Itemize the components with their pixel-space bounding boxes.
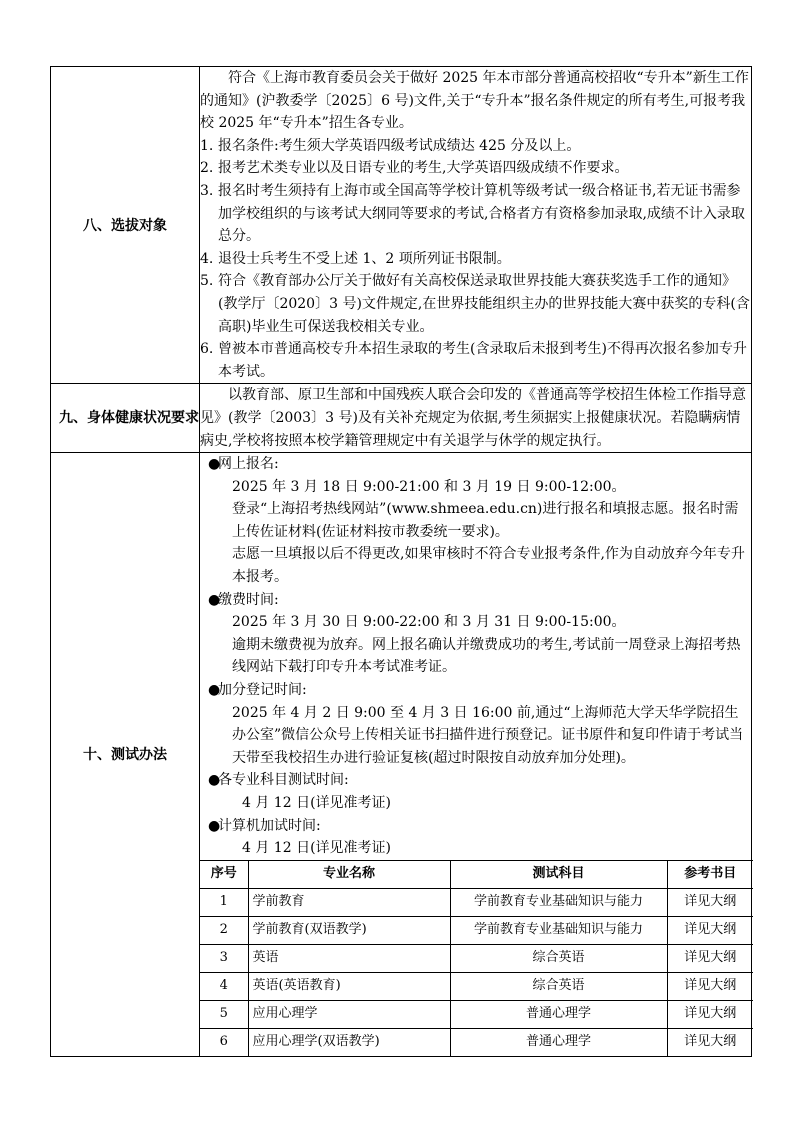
cell-subject: 综合英语 [450, 944, 667, 972]
cell-major: 英语(英语教育) [248, 972, 450, 1000]
list-item-text: 报考艺术类专业以及日语专业的考生,大学英语四级成绩不作要求。 [218, 160, 629, 177]
online-registration-note: 志愿一旦填报以后不得更改,如果审核时不符合专业报考条件,作为自动放弃今年专升本报考。 [232, 546, 745, 586]
payment-text: 逾期未缴费视为放弃。网上报名确认并缴费成功的考生,考试前一周登录上海招考热线网站下载打印专升本考试准考证。 [232, 636, 741, 676]
list-item-text: 报名条件:考生须大学英语四级考试成绩达 425 分及以上。 [218, 137, 581, 154]
list-item-number: 6. [200, 341, 214, 358]
list-item-number: 1. [200, 137, 214, 154]
list-item-text: 退役士兵考生不受上述 1、2 项所列证书限制。 [218, 250, 511, 267]
cell-num: 5 [200, 1000, 248, 1028]
table-row [200, 1028, 753, 1056]
admissions-table [50, 66, 752, 1057]
list-item [200, 338, 751, 383]
payment-heading [208, 589, 745, 612]
test-schedule-table [200, 860, 753, 1056]
bonus-title: 加分登记时间: [218, 682, 307, 699]
cell-subject: 综合英语 [450, 972, 667, 1000]
cell-book: 详见大纲 [667, 888, 753, 916]
list-item-number: 5. [200, 273, 214, 290]
cell-book: 详见大纲 [667, 916, 753, 944]
online-registration-text: 登录“上海招考热线网站”(www.shmeea.edu.cn)进行报名和填报志愿。报名时需上传佐证材料(佐证材料按市教委统一要求)。 [232, 501, 739, 540]
bonus-text: 2025 年 4 月 2 日 9:00 至 4 月 3 日 16:00 前,通过“上海师范大学天华学院招生办公室”微信公众号上传相关证书扫描件进行预登记。证书原件和复印件请于考试当天带至我校招生办进行验证复核(超过时限按自动放弃加分处理)。 [232, 704, 744, 766]
header-major: 专业名称 [248, 860, 450, 888]
cell-num: 2 [200, 916, 248, 944]
cell-book: 详见大纲 [667, 972, 753, 1000]
section-content-health [200, 384, 752, 453]
bullet-icon: ● [208, 817, 221, 834]
list-item-number: 3. [200, 182, 214, 199]
section-selection-row [51, 67, 752, 384]
section-label-test: 十、测试办法 [51, 453, 200, 1057]
online-registration-title: 网上报名: [218, 456, 279, 473]
table-row [200, 916, 753, 944]
list-item [200, 157, 751, 180]
header-subject: 测试科目 [450, 860, 667, 888]
cell-subject: 普通心理学 [450, 1000, 667, 1028]
cell-major: 学前教育(双语教学) [248, 916, 450, 944]
subject-time-text: 4 月 12 日(详见准考证) [242, 795, 391, 811]
section-label-health: 九、身体健康状况要求 [51, 384, 200, 453]
online-registration-time: 2025 年 3 月 18 日 9:00-21:00 和 3 月 19 日 9:00-12:00。 [232, 478, 626, 495]
list-item [200, 135, 751, 158]
cell-num: 1 [200, 888, 248, 916]
computer-time-text: 4 月 12 日(详见准考证) [242, 840, 391, 857]
table-row [200, 944, 753, 972]
cell-book: 详见大纲 [667, 944, 753, 972]
document-page [50, 66, 752, 1057]
list-item-text: 曾被本市普通高校专升本招生录取的考生(含录取后未报到考生)不得再次报名参加专升本考试。 [218, 341, 747, 380]
bullet-icon: ● [208, 772, 221, 789]
section-label-selection: 八、选拔对象 [51, 67, 200, 384]
section-health-row [51, 384, 752, 453]
cell-major: 应用心理学 [248, 1000, 450, 1028]
bullet-icon: ● [208, 456, 221, 473]
section-content-selection [200, 67, 752, 384]
list-item-text: 报名时考生须持有上海市或全国高等学校计算机等级考试一级合格证书,若无证书需参加学校组织的与该考试大纲同等要求的考试,合格者方有资格参加录取,成绩不计入录取总分。 [218, 182, 745, 245]
health-text: 以教育部、原卫生部和中国残疾人联合会印发的《普通高等学校招生体检工作指导意见》(教学〔2003〕3 号)及有关补充规定为依据,考生须据实上报健康状况。若隐瞒病情病史,学校将按照本校学籍管理规定中有关退学与休学的规定执行。 [200, 387, 746, 449]
list-item [200, 248, 751, 271]
cell-major: 学前教育 [248, 888, 450, 916]
bonus-heading [208, 679, 745, 702]
header-num: 序号 [200, 860, 248, 888]
subject-time-title: 各专业科目测试时间: [218, 772, 349, 789]
online-registration-heading [208, 453, 745, 476]
cell-major: 英语 [248, 944, 450, 972]
list-item-number: 2. [200, 160, 214, 177]
cell-subject: 学前教育专业基础知识与能力 [450, 916, 667, 944]
payment-title: 缴费时间: [218, 591, 279, 608]
cell-subject: 普通心理学 [450, 1028, 667, 1056]
cell-subject: 学前教育专业基础知识与能力 [450, 888, 667, 916]
cell-num: 4 [200, 972, 248, 1000]
cell-num: 6 [200, 1028, 248, 1056]
table-header-row [200, 860, 753, 888]
list-item-number: 4. [200, 250, 214, 267]
cell-major: 应用心理学(双语教学) [248, 1028, 450, 1056]
section-test-row [51, 453, 752, 1057]
computer-time-title: 计算机加试时间: [218, 817, 321, 834]
cell-book: 详见大纲 [667, 1028, 753, 1056]
list-item [200, 270, 751, 338]
header-book: 参考书目 [667, 860, 753, 888]
cell-book: 详见大纲 [667, 1000, 753, 1028]
computer-time-heading [208, 815, 745, 838]
bullet-icon: ● [208, 591, 221, 608]
list-item [200, 180, 751, 248]
table-row [200, 1000, 753, 1028]
section-content-test [200, 453, 752, 1057]
subject-time-heading [208, 769, 745, 792]
table-row [200, 972, 753, 1000]
payment-time: 2025 年 3 月 30 日 9:00-22:00 和 3 月 31 日 9:00-15:00。 [232, 614, 626, 631]
list-item-text: 符合《教育部办公厅关于做好有关高校保送录取世界技能大赛获奖选手工作的通知》(教学厅〔2020〕3 号)文件规定,在世界技能组织主办的世界技能大赛中获奖的专科(含高职)毕业生可保送我校相关专业。 [218, 273, 750, 335]
table-row [200, 888, 753, 916]
cell-num: 3 [200, 944, 248, 972]
bullet-icon: ● [208, 682, 221, 699]
selection-intro: 符合《上海市教育委员会关于做好 2025 年本市部分普通高校招收“专升本”新生工作的通知》(沪教委学〔2025〕6 号)文件,关于“专升本”报名条件规定的所有考生,可报考我校 2025 年“专升本”招生各专业。 [200, 70, 749, 132]
